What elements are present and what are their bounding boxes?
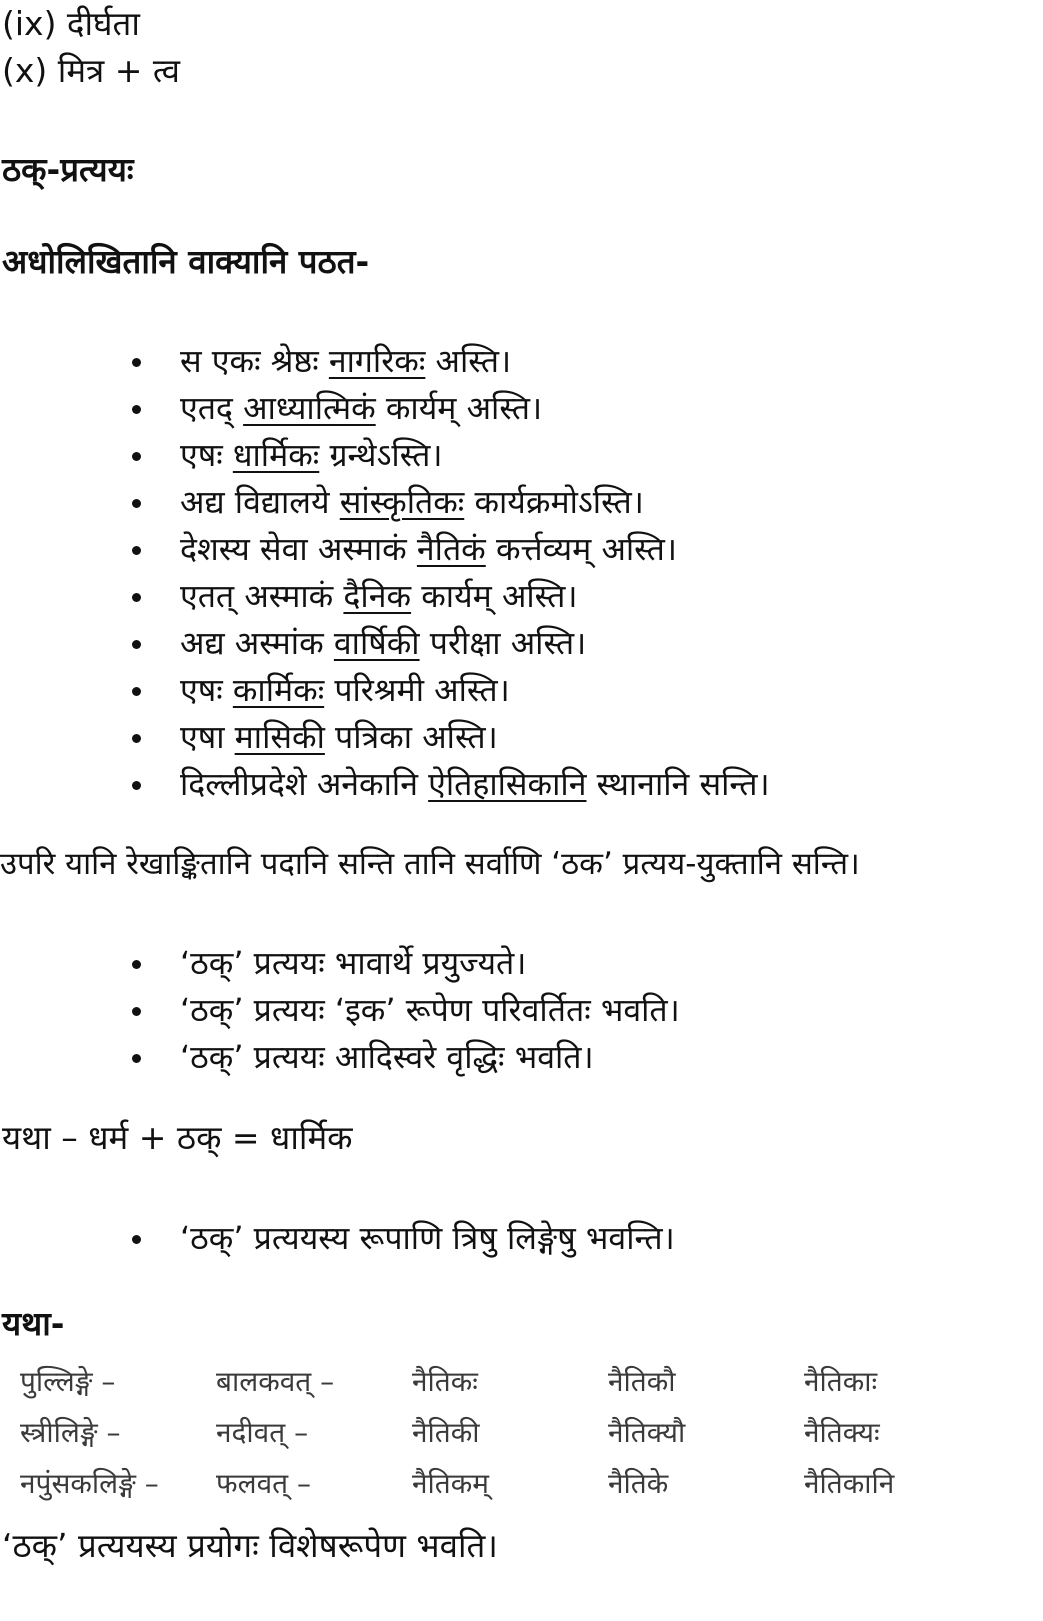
underlined-word: सांस्कृतिकः [339,483,465,521]
sentence-text [180,432,443,479]
underlined-word: ऐतिहासिकानि [428,765,587,803]
underlined-word: मासिकी [234,718,325,756]
sentence-pre: एषः [180,671,233,709]
underlined-word: वार्षिकी [333,624,420,662]
table-cell: स्त्रीलिङ्गे – [20,1416,121,1449]
sentence-post: कर्त्तव्यम् अस्ति। [485,530,677,568]
underlined-word: नैतिकं [416,530,486,568]
sentence-pre: दिल्लीप्रदेशे अनेकानि [180,765,429,803]
sentence-pre: अद्य अस्मांक [180,624,334,662]
upari-line: उपरि यानि रेखाङ्कितानि पदानि सन्ति तानि सर्वाणि ‘ठक’ प्रत्यय-युक्तानि सन्ति। [0,846,860,882]
sentence-pre: एषः [180,436,233,474]
example-line: यथा – धर्म + ठक् = धार्मिक [2,1118,353,1157]
heading-instruction: अधोलिखितानि वाक्यानि पठत- [2,242,370,281]
sentence-post: कार्यम् अस्ति। [411,577,578,615]
bullet-icon [132,358,141,367]
sentence-post: कार्यक्रमोऽस्ति। [464,483,644,521]
sentence-text [180,620,586,667]
heading-yatha: यथा- [2,1304,65,1343]
table-cell: नदीवत् – [216,1416,309,1449]
sentence-post: अस्ति। [425,342,512,380]
sentence-text [180,338,511,385]
bullet-icon [132,960,141,969]
sentence-pre: एतत् अस्माकं [180,577,344,615]
top-line-ix: (ix) दीर्घता [2,4,140,43]
rule-text: ‘ठक्’ प्रत्ययः ‘इक’ रूपेण परिवर्तितः भवति। [180,991,680,1029]
bullet-icon [132,452,141,461]
table-cell: नैतिके [608,1467,669,1500]
table-cell: फलवत् – [216,1467,312,1500]
sentence-pre: देशस्य सेवा अस्माकं [180,530,417,568]
bullet-icon [132,405,141,414]
bullet-icon [132,546,141,555]
sentence-post: परिश्रमी अस्ति। [324,671,510,709]
bullet-icon [132,734,141,743]
bullet-icon [132,781,141,790]
sentence-text [180,573,578,620]
rule-text: ‘ठक्’ प्रत्ययः भावार्थे प्रयुज्यते। [180,944,527,982]
sentence-pre: स एकः श्रेष्ठः [180,342,329,380]
bullet-icon [132,593,141,602]
table-cell: पुल्लिङ्गे – [20,1365,116,1398]
heading-pratyay: ठक्-प्रत्ययः [2,150,134,189]
sentence-pre: अद्य विद्यालये [180,483,340,521]
table-cell: नैतिकी [412,1416,480,1449]
sentence-text [180,479,644,526]
table-cell: नैतिक्यः [804,1416,880,1449]
sentence-text [180,714,498,761]
sentence-text [180,667,510,714]
table-cell: नैतिकानि [804,1467,895,1500]
sentence-post: परीक्षा अस्ति। [419,624,587,662]
sentence-post: पत्रिका अस्ति। [324,718,498,756]
table-cell: नैतिकाः [804,1365,878,1398]
final-line: ‘ठक्’ प्रत्ययस्य प्रयोगः विशेषरूपेण भवति। [2,1526,498,1565]
sentence-post: ग्रन्थेऽस्ति। [319,436,443,474]
table-cell: नपुंसकलिङ्गे – [20,1467,159,1500]
table-cell: नैतिकः [412,1365,478,1398]
bullet-icon [132,1235,141,1244]
sentence-pre: एतद् [180,389,244,427]
bullet-icon [132,1054,141,1063]
top-line-x: (x) मित्र + त्व [2,51,180,90]
underlined-word: नागरिकः [328,342,426,380]
sentence-text [180,761,770,808]
table-cell: नैतिक्यौ [608,1416,686,1449]
bullet-icon [132,499,141,508]
table-cell: नैतिकम् [412,1467,490,1500]
sentence-post: स्थानानि सन्ति। [586,765,770,803]
sentence-post: कार्यम् अस्ति। [375,389,543,427]
sentence-pre: एषा [180,718,235,756]
underlined-word: धार्मिकः [232,436,320,474]
underlined-word: दैनिक [343,577,412,615]
bullet-icon [132,1007,141,1016]
rule-forms-text: ‘ठक्’ प्रत्ययस्य रूपाणि त्रिषु लिङ्गेषु भवन्ति। [180,1219,675,1257]
underlined-word: कार्मिकः [232,671,325,709]
bullet-icon [132,640,141,649]
table-cell: बालकवत् – [216,1365,335,1398]
table-cell: नैतिकौ [608,1365,676,1398]
underlined-word: आध्यात्मिकं [243,389,376,427]
sentence-text [180,385,542,432]
rule-text: ‘ठक्’ प्रत्ययः आदिस्वरे वृद्धिः भवति। [180,1038,594,1076]
sentence-text [180,526,677,573]
bullet-icon [132,687,141,696]
